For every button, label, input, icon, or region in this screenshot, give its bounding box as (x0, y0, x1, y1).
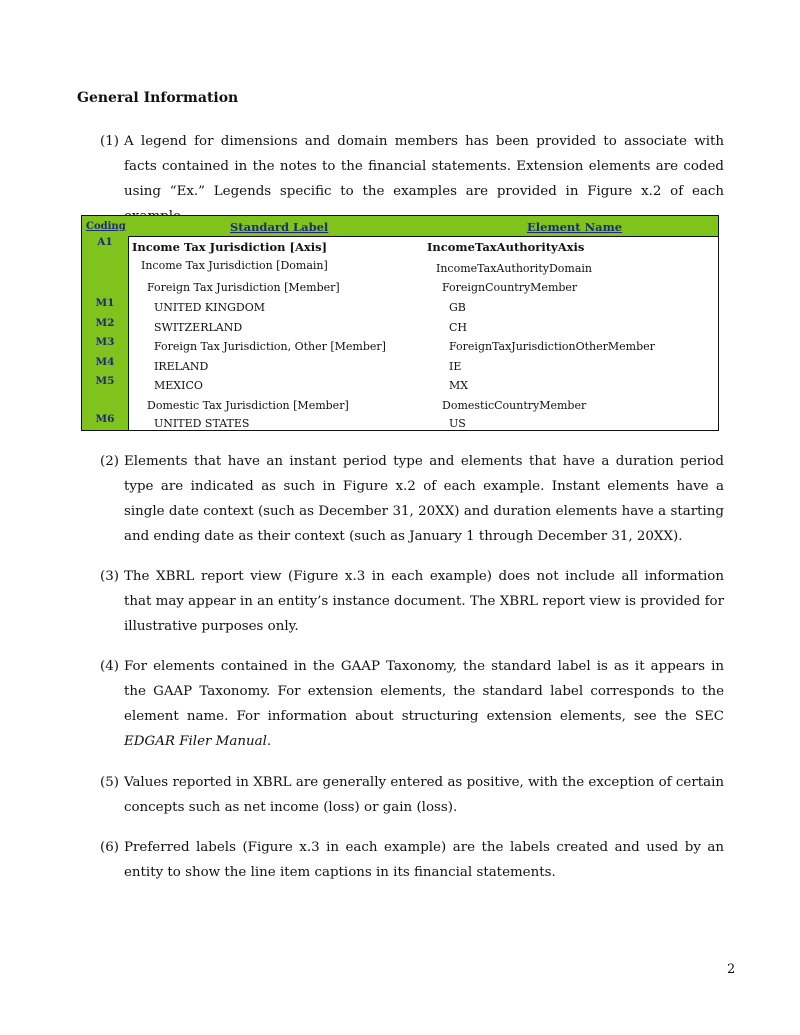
item-text: Preferred labels (Figure x.3 in each example) are the labels created and used by an entity to show the line item captions in its financial statements. (124, 840, 724, 880)
manual-title: EDGAR Filer Manual (124, 734, 267, 749)
legend-element: US (449, 417, 466, 430)
legend-label: Income Tax Jurisdiction [Axis] (132, 240, 328, 254)
element-name-header: Element Name (527, 220, 623, 234)
legend-row (82, 397, 718, 416)
legend-row (82, 257, 718, 276)
legend-label: Domestic Tax Jurisdiction [Member] (147, 399, 349, 412)
legend-label: UNITED KINGDOM (154, 301, 265, 314)
standard-label-header: Standard Label (230, 220, 329, 234)
legend-element: IE (449, 360, 462, 373)
legend-element: GB (449, 301, 466, 314)
item-text: A legend for dimensions and domain members has been provided to associate with facts contained in the notes to the financial statements. Extension elements are coded using “Ex.” Legends specific to the examples are provided in Figure x.2 of each (124, 134, 724, 199)
list-item (100, 770, 724, 820)
legend-code: M4 (95, 356, 115, 368)
legend-code: A1 (97, 236, 113, 248)
legend-label: SWITZERLAND (154, 321, 243, 334)
legend-element: IncomeTaxAuthorityDomain (436, 262, 592, 275)
list-item (100, 129, 724, 229)
item-text: Values reported in XBRL are generally entered as positive, with the exception of certain concepts such as net income (loss) or gain (loss). (124, 775, 724, 815)
legend-element: DomesticCountryMember (442, 399, 587, 412)
legend-row (82, 238, 718, 257)
legend-code: M3 (95, 336, 115, 348)
list-item (100, 449, 724, 549)
page-number: 2 (727, 962, 736, 977)
item-number: (5) (100, 775, 119, 790)
item-number: (3) (100, 569, 119, 584)
legend-row (82, 279, 718, 298)
legend-element: ForeignTaxJurisdictionOtherMember (449, 340, 655, 353)
legend-label: Foreign Tax Jurisdiction [Member] (147, 281, 340, 294)
legend-label: IRELAND (154, 360, 209, 373)
item-text-part: For elements contained in the GAAP Taxonomy, the standard label is as it appears in the GAAP Taxonomy. For extension elements, the standard label corresponds to the element name. For information about structuring extension elements, see the SEC (124, 659, 724, 724)
legend-row (82, 358, 718, 377)
legend-code: M6 (95, 413, 115, 425)
list-item (100, 654, 724, 754)
legend-row (82, 377, 718, 396)
item-number: (1) (100, 134, 119, 149)
item-number: (2) (100, 454, 119, 469)
legend-label: Income Tax Jurisdiction [Domain] (141, 259, 328, 272)
legend-element: MX (449, 379, 469, 392)
coding-header: Coding (86, 221, 126, 232)
legend-element: IncomeTaxAuthorityAxis (427, 240, 585, 254)
legend-table (81, 215, 719, 431)
section-heading: General Information (77, 90, 239, 106)
legend-element: ForeignCountryMember (442, 281, 578, 294)
item-number: (4) (100, 659, 119, 674)
list-item (100, 835, 724, 885)
legend-header-row (82, 216, 718, 237)
legend-row (82, 319, 718, 338)
item-text (124, 654, 724, 754)
legend-code: M1 (95, 297, 115, 309)
legend-label: Foreign Tax Jurisdiction, Other [Member] (154, 340, 386, 353)
legend-code: M2 (95, 317, 115, 329)
item-text: The XBRL report view (Figure x.3 in each example) does not include all information that may appear in an entity’s instance document. The XBRL report view is provided for illustrative purposes only. (124, 569, 724, 634)
legend-row (82, 415, 718, 434)
item-text-part: . (266, 734, 272, 749)
item-number: (6) (100, 840, 119, 855)
list-item (100, 564, 724, 639)
legend-row (82, 338, 718, 357)
legend-element: CH (449, 321, 468, 334)
item-text: Elements that have an instant period type and elements that have a duration period type are indicated as such in Figure x.2 of each example. Instant elements have a single date context (such as December 31, 20XX) and duration elements have a starting and ending date as their context (such as January 1 through December 31, 20XX). (124, 454, 724, 544)
legend-label: MEXICO (154, 379, 203, 392)
legend-code: M5 (95, 375, 115, 387)
legend-label: UNITED STATES (154, 417, 250, 430)
legend-row (82, 299, 718, 318)
